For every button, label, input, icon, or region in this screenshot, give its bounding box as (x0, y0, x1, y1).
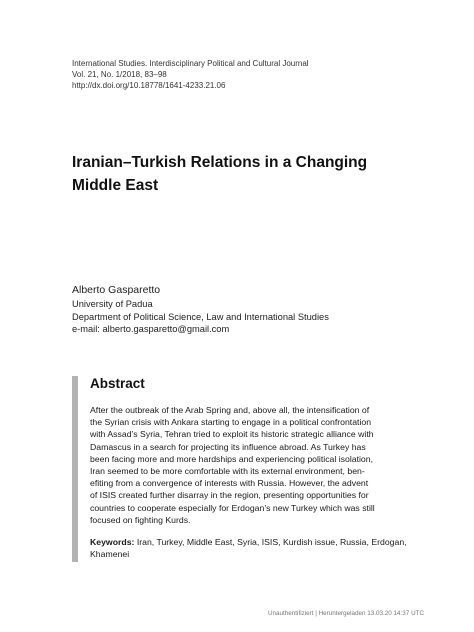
abstract-line: the Syrian crisis with Ankara starting to engage in a political confrontation (90, 417, 372, 428)
keywords (90, 536, 420, 560)
article-title (72, 151, 402, 197)
university: University of Padua (72, 299, 153, 309)
abstract-line: of ISIS created further disarray in the region, presenting opportunities for (90, 490, 369, 501)
journal-info (72, 58, 309, 91)
abstract-text (90, 404, 416, 526)
title-line-2: Middle East (72, 177, 159, 194)
abstract-line: efiting from a convergence of interests with Russia. However, the advent (90, 478, 369, 489)
keywords-text: Iran, Turkey, Middle East, Syria, ISIS, Kurdish issue, Russia, Erdogan, Khamenei (90, 537, 407, 560)
abstract-line: countries to cooperate especially for Erdogan’s new Turkey which was still (90, 502, 375, 513)
download-footer: Unauthentifiziert | Heruntergeladen 13.03.20 14:37 UTC (268, 610, 425, 617)
author-name: Alberto Gasparetto (72, 284, 161, 296)
abstract-line: focused on fighting Kurds. (90, 514, 191, 525)
journal-name: International Studies. Interdisciplinary Political and Cultural Journal (72, 59, 309, 68)
abstract-line: with Assad’s Syria, Tehran tried to exploit its historic strategic alliance with (90, 429, 374, 440)
journal-volume: Vol. 21, No. 1/2018, 83–98 (72, 70, 167, 79)
keywords-label: Keywords: (90, 537, 135, 547)
abstract-line: Damascus in a search for projecting its influence abroad. As Turkey has (90, 441, 366, 452)
abstract-line: Iran seemed to be more comfortable with its external environment, ben- (90, 466, 365, 477)
journal-doi: http://dx.doi.org/10.18778/1641-4233.21.06 (72, 81, 226, 90)
abstract-heading: Abstract (90, 376, 145, 391)
abstract-side-bar (72, 376, 78, 562)
abstract-line: After the outbreak of the Arab Spring and, above all, the intensification of (90, 405, 370, 415)
department: Department of Political Science, Law and International Studies (72, 311, 329, 322)
email: e-mail: alberto.gasparetto@gmail.com (72, 324, 230, 334)
abstract-line: been facing more and more hardships and experiencing political isolation, (90, 453, 373, 464)
author-affiliation (72, 298, 329, 336)
title-line-1: Iranian–Turkish Relations in a Changing (72, 154, 368, 171)
